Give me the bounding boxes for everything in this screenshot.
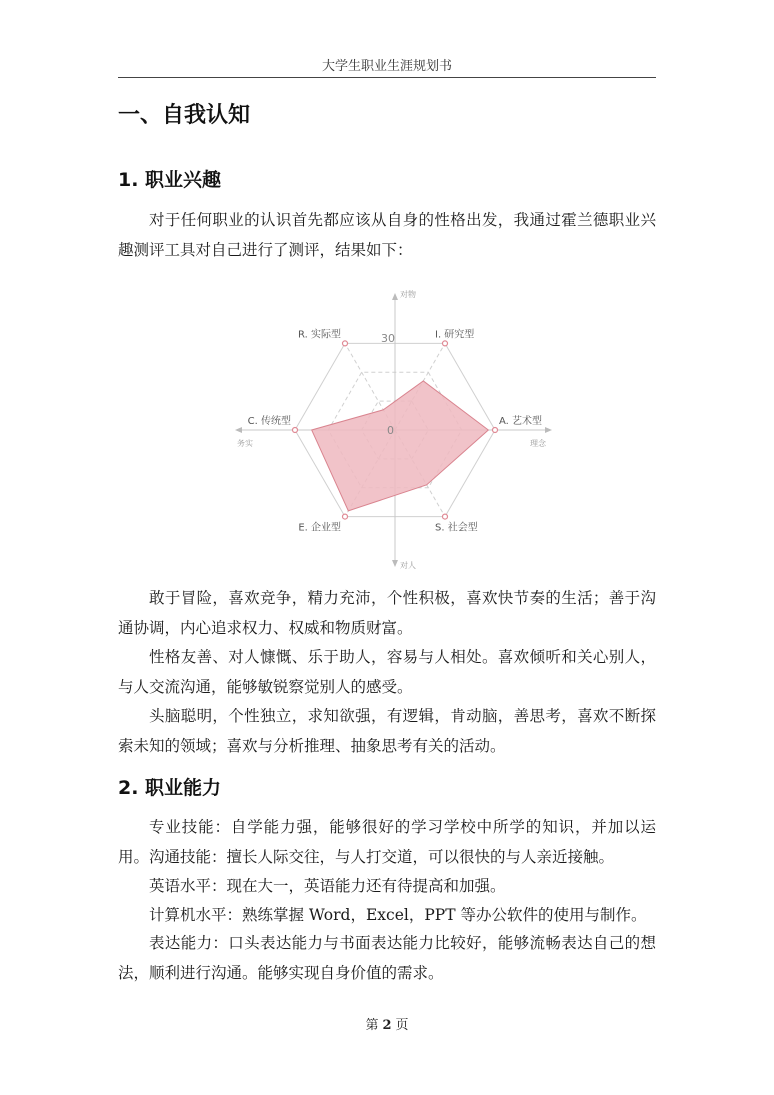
ability-item-3: 英语水平：现在大一，英语能力还有待提高和加强。 bbox=[149, 877, 506, 895]
holland-radar-chart bbox=[225, 283, 555, 573]
radar-svg bbox=[225, 283, 555, 573]
interest-paragraph-3: 头脑聪明，个性独立，求知欲强，有逻辑，肯动脑，善思考，喜欢不断探索未知的领域；喜欢与分析推理、抽象思考有关的活动。 bbox=[118, 707, 656, 755]
ability-item-4: 计算机水平：熟练掌握 Word，Excel，PPT 等办公软件的使用与制作。 bbox=[149, 906, 647, 924]
radar-data-area bbox=[312, 381, 489, 511]
section-title: 一、自我认知 bbox=[118, 103, 251, 128]
interest-paragraph-1: 敢于冒险，喜欢竞争，精力充沛，个性积极，喜欢快节奏的生活；善于沟通协调，内心追求权力、权威和物质财富。 bbox=[118, 589, 656, 637]
page-header: 大学生职业生涯规划书 bbox=[321, 59, 452, 74]
page-footer bbox=[0, 1014, 774, 1033]
page-number: 2 bbox=[382, 1018, 392, 1033]
radar-vertex-point bbox=[443, 341, 448, 346]
radar-category-label: C. 传统型 bbox=[247, 416, 291, 427]
arrow-left-icon bbox=[235, 427, 242, 433]
arrow-down-icon bbox=[392, 560, 398, 567]
radar-category-label: I. 研究型 bbox=[435, 329, 475, 341]
radar-vertex-point bbox=[293, 428, 298, 433]
ability-heading: 2. 职业能力 bbox=[118, 777, 222, 799]
radar-vertex-point bbox=[443, 514, 448, 519]
interest-paragraph-2: 性格友善、对人慷慨、乐于助人，容易与人相处。喜欢倾听和关心别人，与人交流沟通，能够敏锐察觉别人的感受。 bbox=[118, 648, 656, 696]
axis-label-bottom: 对人 bbox=[400, 561, 416, 570]
axis-label-top: 对物 bbox=[400, 290, 416, 299]
footer-prefix: 第 bbox=[365, 1018, 379, 1033]
axis-label-left: 务实 bbox=[237, 439, 253, 448]
interest-intro: 对于任何职业的认识首先都应该从自身的性格出发，我通过霍兰德职业兴趣测评工具对自己进行了测评，结果如下： bbox=[118, 211, 656, 259]
ability-item-1: 专业技能：自学能力强，能够很好的学习学校中所学的知识，并加以运用。 bbox=[118, 818, 656, 866]
radar-category-label: E. 企业型 bbox=[298, 522, 341, 534]
header-rule bbox=[118, 77, 656, 78]
radar-category-label: A. 艺术型 bbox=[499, 416, 543, 427]
radar-vertex-point bbox=[343, 341, 348, 346]
radar-vertex-point bbox=[493, 428, 498, 433]
ability-item-2: 沟通技能：擅长人际交往，与人打交道，可以很快的与人亲近接触。 bbox=[149, 848, 615, 866]
axis-label-right: 理念 bbox=[530, 439, 546, 448]
footer-suffix: 页 bbox=[395, 1018, 409, 1033]
arrow-right-icon bbox=[545, 427, 552, 433]
radar-category-label: S. 社会型 bbox=[435, 522, 478, 534]
tick-label-30: 30 bbox=[381, 332, 395, 345]
tick-label-0: 0 bbox=[387, 424, 394, 437]
radar-vertex-point bbox=[343, 514, 348, 519]
interest-heading: 1. 职业兴趣 bbox=[118, 169, 222, 191]
radar-category-label: R. 实际型 bbox=[298, 329, 341, 341]
ability-item-5: 表达能力：口头表达能力与书面表达能力比较好，能够流畅表达自己的想法，顺利进行沟通。能够实现自身价值的需求。 bbox=[118, 934, 656, 982]
arrow-up-icon bbox=[392, 293, 398, 300]
